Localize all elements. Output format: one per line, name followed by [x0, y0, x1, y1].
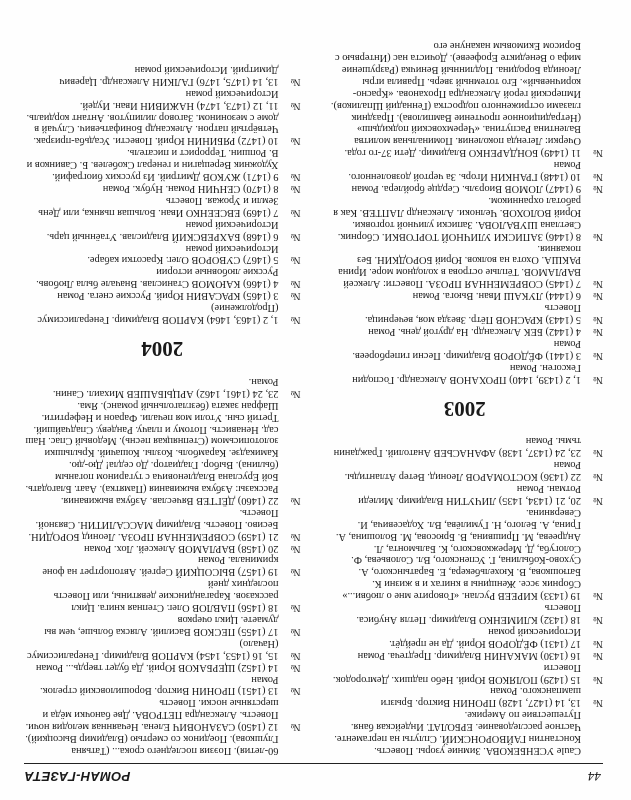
entry-text: 3 (1465) КРАСАВИН Юрий. Русские снега. Роман [57, 290, 279, 302]
list-item [24, 673, 301, 697]
entry-text: 6 (1444) ЛУКАШ Иван. Вьюга. Роман [412, 290, 581, 302]
list-item [24, 63, 301, 87]
entry-text: 8 (1470) СЕНЧИН Роман. Нубук. Роман [102, 183, 279, 195]
entry-number-sign: № [593, 697, 603, 709]
entry-text: 22 (1436) КОСТОМАРОВ Леонид. Ветер Атлантиды. Роман [344, 459, 581, 483]
entry-number-sign: № [593, 673, 603, 685]
entry-text: 13, 14 (1475, 1476) ГАЛКИН Александр. Царевич Димитрий. Исторический роман [59, 63, 279, 87]
list-item [24, 637, 301, 661]
entry-number-sign: № [593, 471, 603, 483]
entry-number-sign: № [593, 494, 603, 506]
list-item [24, 301, 301, 325]
list-item [327, 458, 604, 482]
right-column [24, 26, 301, 756]
entry-text: 10 (1472) РЯБИНИН Юрий. Повести. Усадьба-призрак. Четвёртый патрон. Александр Бонифатьевич. Случай в доме с мезонином. Заговор лилипутов. Антант кордиаль. [26, 111, 279, 147]
list-item [24, 265, 301, 289]
list-item [327, 289, 604, 301]
list-item [327, 661, 604, 685]
magazine-title: РОМАН-ГАЗЕТА [24, 769, 131, 784]
entry-number-sign: № [290, 530, 301, 542]
list-item [24, 696, 301, 732]
entry-text: 19 (1457) ВЫСОЦКИЙ Сергей. Автопортрет на фоне криминала. Роман [42, 554, 279, 578]
entry-number-sign: № [290, 661, 301, 673]
list-item [24, 194, 301, 218]
page-number: 44 [588, 769, 601, 784]
entry-number-sign: № [593, 637, 603, 649]
entry-number-sign: № [290, 314, 301, 325]
entry-text: 9 (1447) ЛОМОВ Виорэль. Сердце бройлера. Роман [351, 183, 581, 195]
list-item [24, 289, 301, 301]
entries-2003-continued [24, 375, 301, 732]
entry-text: 15 (1429) ПОЛЯКОВ Юрий. Небо падших. Демгородок. Повести [332, 661, 581, 685]
entry-number-sign: № [290, 278, 301, 290]
list-item [327, 242, 604, 290]
list-item [24, 87, 301, 111]
entry-number-sign: № [593, 230, 603, 242]
bibliography-columns [24, 26, 603, 756]
list-item [24, 375, 301, 399]
entry-number-sign: № [290, 171, 301, 183]
list-item [327, 158, 604, 182]
entry-number-sign: № [290, 494, 301, 506]
page-header [24, 763, 603, 790]
entry-number-sign: № [290, 685, 301, 697]
list-item [327, 182, 604, 194]
entry-number-sign: № [290, 99, 301, 111]
entry-text: 18 (1432) КЛИМЕНКО Владимир. Петля Анубиса. Повесть [356, 602, 581, 626]
list-item [327, 482, 604, 506]
list-item [327, 685, 604, 709]
entry-number-sign: № [593, 447, 603, 459]
list-item [327, 506, 604, 601]
entry-number-sign: № [593, 349, 603, 361]
list-item [327, 435, 604, 459]
continuation-text: 60-летия). Поэзия последнего срока... (Татьяна Глушкова). Поединок со смертью (Владимир Высоцкий). [25, 733, 279, 756]
entry-text: 15, 16 (1453, 1454) КАРПОВ Владимир. Генералиссимус (Начало) [26, 637, 279, 661]
list-item [24, 218, 301, 242]
entry-number-sign: № [593, 649, 603, 661]
entry-text: 23, 24 (1461, 1462) АРЦЫБАШЕВ Михаил. Санин. Роман. [52, 375, 279, 399]
list-item [327, 649, 604, 661]
entry-text: 13 (1451) ПРОНИН Виктор. Ворошиловский стрелок. Роман [40, 673, 279, 697]
entry-text: 11, 12 (1473, 1474) НАЖИВИН Иван. Иудей. Исторический роман [79, 87, 279, 111]
entry-number-sign: № [593, 590, 603, 602]
entry-number-sign: № [593, 171, 603, 183]
entry-number-sign: № [593, 314, 603, 325]
entry-number-sign: № [290, 649, 301, 661]
list-item [24, 399, 301, 506]
list-item [24, 182, 301, 194]
entry-number-sign: № [593, 373, 603, 385]
list-item [24, 111, 301, 147]
entry-text: 3 (1441) ФЁДОРОВ Владимир. Песни гипербореев. Роман [352, 337, 581, 361]
list-item [24, 661, 301, 673]
entry-text: 7 (1469) ЕВСЕЕНКО Иван. Большая пьянка, или День Земли и Урожая. Повесть [38, 194, 279, 218]
entry-text: 1, 2 (1439, 1440) ПРОХАНОВ Александр. Господин Гексоген. Роман [352, 361, 581, 385]
entry-text: 14 (1452) ЩЕРБАКОВ Юрий. Да будет твердь... Роман [35, 661, 279, 673]
list-item [327, 337, 604, 361]
entry-number-sign: № [290, 542, 301, 554]
entries-2003 [327, 39, 604, 384]
entry-number-sign: № [290, 721, 301, 733]
list-item [24, 242, 301, 266]
entry-number-sign: № [593, 614, 603, 626]
list-item [327, 39, 604, 158]
entry-text: 6 (1468) БАХРЕВСКИЙ Владислав. Утаённый царь. Исторический роман [46, 218, 279, 242]
entry-number-sign: № [290, 625, 301, 637]
entry-number-sign: № [593, 278, 603, 290]
entry-text: 21 (1459) СОВРЕМЕННАЯ ПРОЗА. Леонид БОРОДИН. Бесиво. Повесть. Владимир МАССАЛИТИН. Связной. Повесть. [28, 506, 279, 542]
entry-text: 5 (1467) СУВОРОВ Олег. Красотки кабаре. Исторический роман [87, 242, 279, 266]
entry-number-sign: № [290, 135, 301, 147]
entry-number-sign: № [593, 147, 603, 159]
entry-text: 20 (1458) ВАРЛАМОВ Алексей. Лох. Роман [84, 542, 279, 554]
entry-number-sign: № [290, 183, 301, 195]
entry-number-sign: № [290, 75, 301, 87]
entry-number-sign: № [290, 602, 301, 614]
entry-number-sign: № [593, 290, 603, 302]
entry-text: 13, 14 (1427, 1428) ПРОНИН Виктор. Брызги шампанского. Роман [380, 685, 581, 709]
entry-number-sign: № [290, 290, 301, 302]
left-column [327, 26, 604, 756]
list-item [24, 613, 301, 637]
list-item [327, 301, 604, 325]
entry-text: 12 (1450) САЗАНОВИЧ Елена. Нечаянная мелодия ночи. Повесть. Александра ПЕТРОВА. Две баночки мёда и шерстяные носки. Повесть [25, 697, 279, 733]
list-item [327, 601, 604, 625]
entry-text: 20, 21 (1434, 1435) ЛИЧУТИН Владимир. Миледи Ротман. Роман [358, 483, 581, 506]
entry-text: 10 (1448) ГРАНКИН Игорь. За чертой дозволенного. Роман [348, 159, 581, 183]
entry-text: 9 (1471) ЖУКОВ Дмитрий. Из русских биографий. Художник Верещагин и генерал Скобелев. Б. Савинков и В. Ропшин. Террорист и писатель. [26, 147, 279, 183]
entry-text: 23, 24 (1437, 1438) АФАНАСЬЕВ Анатолий. Гражданин тьмы. Роман [333, 435, 581, 459]
entry-text: 4 (1466) КАЮМОВ Станислав. Вначале была Любовь. Русские любовные истории [36, 266, 279, 290]
entry-text: 17 (1431) ФЁДОРОВ Юрий. Да не прейдёт. Исторический роман [389, 625, 581, 649]
entry-number-sign: № [290, 206, 301, 218]
entry-text: 11 (1449) БОНДАРЕНКО Владимир. Дети 37-го года. Очерки: Легенда поколения. Поминальная молитва Валентина Распутина. «Черемховский подкидыш» (Нетрадиционное прочтение Вампилова). Праздник глазами остриженного подростка (Геннадий Шпаликов). Имперский герой Александра Проханова. «Красно-коричневый». Его тотемный зверь. Правила игры Леонида Бородина. Подлинный Веничка (Разрушение мифа о Венедикте Ерофееве). Дочиста нас (Интервью с Борисом Екимовым накануне его [330, 40, 581, 159]
entry-text: 4 (1442) БЕК Александр. На другой день. Роман [368, 325, 581, 337]
year-heading-2003: 2003 [443, 396, 486, 421]
list-item [327, 325, 604, 337]
entry-text: 7 (1445) СОВРЕМЕННАЯ ПРОЗА. Повести: Алексей ВАРЛАМОВ. Тёплые острова в холодном море. Ирина РАКША. Охота на волков. Юрий БОРОДКИН. Без покаяния. [338, 242, 581, 290]
entry-text: 1, 2 (1463, 1464) КАРПОВ Владимир. Генералиссимус (Продолжение) [37, 302, 279, 325]
list-item [327, 625, 604, 649]
year-heading-2004: 2004 [141, 337, 184, 361]
entry-text: 18 (1456) ПАВЛОВ Олег. Степная книга. Цикл рассказов. Карагандинские девятины, или Повесть последних дней [53, 578, 279, 614]
list-item [327, 361, 604, 385]
entry-number-sign: № [593, 183, 603, 195]
entry-text: 22 (1460) ДЁГТЕВ Вячеслав. Азбука выживания. Рассказы: Азбука выживания (Памятка). Ааат. Благодать. Бой Еруслана Владленовича с тугарином поганым (былина). Выбор. Гладиатор. До седла! Дю-дю. Камикадзе. Карамболь. Козлы. Кошачий. Крылышки золотописьмом (Степняцкая песнь). Медовый Спас. Наш сад. Ненависть. Потому и плачу. Рандеву. Спадчайший. Третий сын. Утоли моя печали. Фараон и Нефертити. Шафран заката (безглагольный романс). Яма. [25, 399, 279, 506]
list-item [24, 542, 301, 554]
list-item [24, 146, 301, 182]
entry-number-sign: № [290, 566, 301, 578]
entry-number-sign: № [290, 254, 301, 266]
entry-text: 19 (1433) КИРЕЕВ Руслан. «Говорите мне о любви...» Сборник эссе. Женщины в книгах и в жизни К. Батюшкова, В. Кюхельбекера, Е. Баратынского, А. Сухово-Кобылина, Г. Успенского, Вл. Соловьева, Ф. Сологуба, Д. Мережковского, К. Бальмонта, Л. Андреева, М. Пришвина, В. Брюсова, М. Волошина, А. Грина, А. Белого, Н. Гумилёва, Вл. Ходасевича, И. Северянина. [335, 506, 581, 602]
list-item [24, 554, 301, 578]
entry-number-sign: № [290, 230, 301, 242]
list-item [24, 506, 301, 542]
entries-2002-tail [327, 435, 604, 709]
entries-2004 [24, 63, 301, 325]
entry-number-sign: № [593, 325, 603, 337]
list-item [327, 194, 604, 242]
entry-text: 5 (1443) КРАСНОВ Пётр. Звезда моя, вечерница. Повесть [365, 302, 581, 325]
entry-text: 17 (1455) ПЕСКОВ Василий. Аляска больше, чем вы думаете. Цикл очерков [44, 614, 279, 637]
continuation-text: Саule УСЕНБЕКОВА. Зимние узоры. Повесть. Константин ГАЙВОРОНСКИЙ. Сплуты на пергаменте. Частное расследование. ЕРБОЛАТ. Индейская баня. Путешествие по Америке. [334, 709, 581, 756]
entry-number-sign: № [290, 387, 301, 399]
entry-text: 16 (1430) МАКАНИН Владимир. Предтеча. Роман [357, 649, 581, 661]
entry-text: 8 (1446) ЗАПИСКИ УЛИЧНОЙ ТОРГОВКИ. Сборник. Светлана ШУВАЛОВА. Записки уличной торговки. Юрий ВОЛОХОВ. Челноки. Александр ЛАПТЕВ. Как я работал охранником. [333, 194, 581, 242]
list-item [24, 577, 301, 613]
